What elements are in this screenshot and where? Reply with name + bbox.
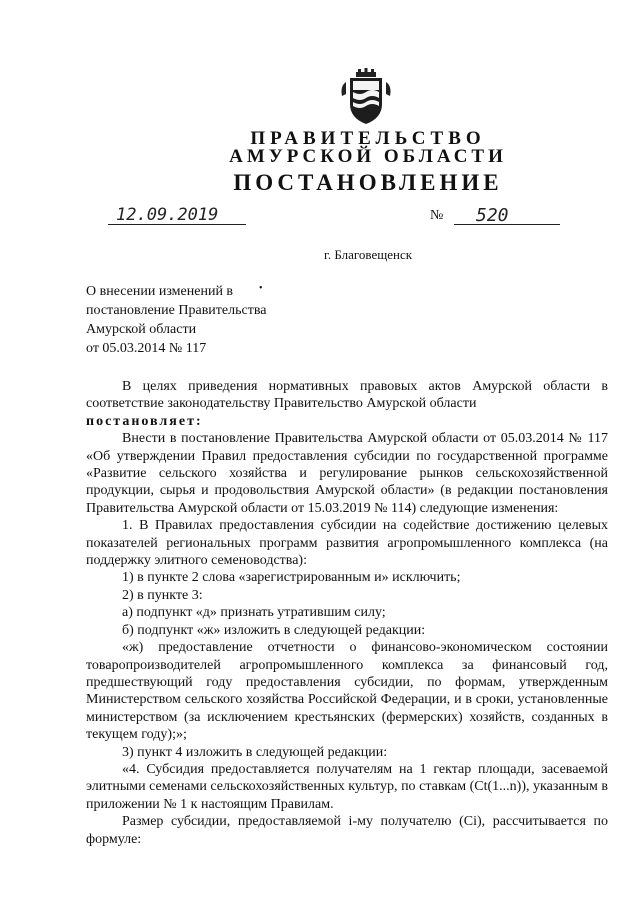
- document-number: 520: [454, 205, 560, 225]
- subject-line: постановление Правительства: [86, 303, 267, 318]
- document-subject: [86, 282, 266, 358]
- amur-region-emblem: [336, 68, 396, 128]
- item-1-2-b: б) подпункт «ж» изложить в следующей редакции:: [122, 622, 426, 638]
- stray-mark: •: [259, 283, 263, 294]
- item-1-2: 2) в пункте 3:: [122, 587, 203, 603]
- document-body: [86, 378, 608, 848]
- org-name-line1: ПРАВИТЕЛЬСТВО: [250, 128, 486, 149]
- decree-word: постановляет:: [86, 413, 203, 429]
- document-date: 12.09.2019: [108, 205, 246, 225]
- subject-line: от 05.03.2014 № 117: [86, 341, 207, 356]
- document-type: ПОСТАНОВЛЕНИЕ: [233, 170, 503, 195]
- item-1-2-b-text: «ж) предоставление отчетности о финансово-экономическом состоянии товаропроизводителей агропромышленного комплекса за финансовый год, предшествующий году предоставления субсидии, по формам, утвержденным Министерством сельского хозяйства Российской Федерации, и в сроки, установленные министерством (за исключением крестьянских (фермерских) хозяйств, созданных в текущем году);»;: [86, 640, 608, 743]
- subject-line: О внесении изменений в: [86, 284, 234, 299]
- org-name-line2: АМУРСКОЙ ОБЛАСТИ: [229, 146, 507, 167]
- item-1-2-a: а) подпункт «д» признать утратившим силу;: [122, 605, 386, 621]
- item-1: 1. В Правилах предоставления субсидии на содействие достижению целевых показателей региональных программ развития агропромышленного комплекса (на поддержку элитного семеноводства):: [86, 518, 608, 569]
- number-label: №: [430, 208, 444, 223]
- item-1-3-text: «4. Субсидия предоставляется получателям на 1 гектар площади, засеваемой элитными семенами сельскохозяйственных культур, по ставкам (Ct(1...n)), указанным в приложении № 1 к настоящим Правилам.: [86, 761, 608, 812]
- subject-line: Амурской области: [86, 322, 197, 337]
- item-1-3: 3) пункт 4 изложить в следующей редакции:: [122, 744, 388, 760]
- city: г. Благовещенск: [323, 247, 413, 262]
- item-1-1: 1) в пункте 2 слова «зарегистрированным и» исключить;: [122, 570, 461, 586]
- intro-paragraph: Внести в постановление Правительства Амурской области от 05.03.2014 № 117 «Об утверждении Правил предоставления субсидии по государственной программе «Развитие сельского хозяйства и регулирование рынков сельскохозяйственной продукции, сырья и продовольствия Амурской области» (в редакции постановления Правительства Амурской области от 15.03.2019 № 114) следующие изменения:: [86, 431, 608, 516]
- preamble: В целях приведения нормативных правовых актов Амурской области в соответствие законодательству Правительство Амурской области: [86, 379, 608, 412]
- item-1-3-text2: Размер субсидии, предоставляемой i-му получателю (Ci), рассчитывается по формуле:: [86, 814, 608, 847]
